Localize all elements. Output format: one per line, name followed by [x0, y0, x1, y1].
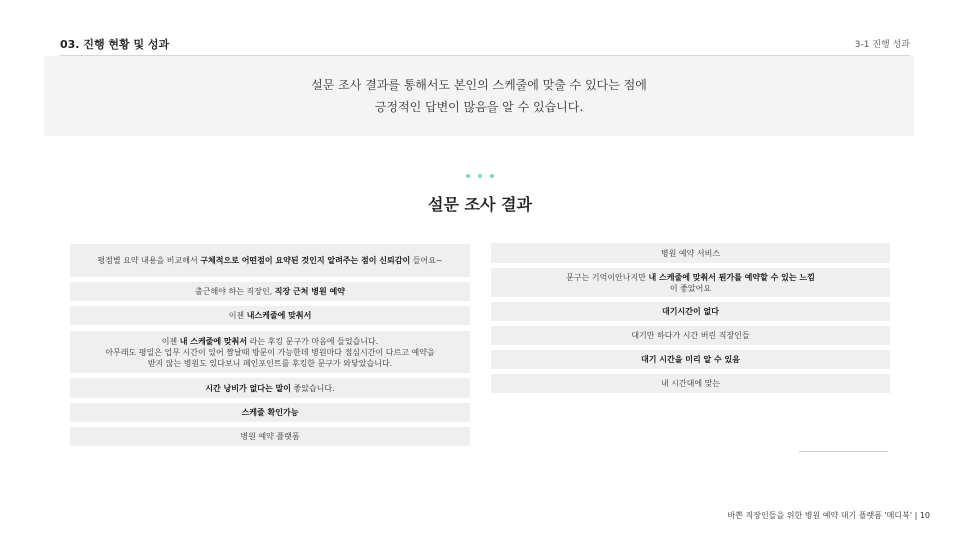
- response-highlight: 스케줄 확인가능: [241, 408, 299, 417]
- summary-box: [44, 56, 914, 136]
- response-item: [70, 331, 470, 373]
- response-highlight: 내 스케줄에 맞춰서 뭔가를 예약할 수 있는 느낌: [648, 272, 815, 282]
- response-item: [70, 427, 470, 446]
- response-highlight: 구체적으로 어떤점이 요약된 것인지 알려주는 점이 신뢰감이: [200, 256, 411, 265]
- response-item: [70, 282, 470, 301]
- response-text: 내 시간대에 맞는: [660, 379, 721, 388]
- dot-icon: [490, 174, 494, 178]
- response-item: [491, 302, 890, 321]
- response-text: 아무래도 평일은 업무 시간이 있어 짬날때 방문이 가능한데 병원마다 점심시간이 다르고 예약을: [105, 347, 435, 357]
- response-highlight: 직장 근처 병원 예약: [274, 287, 345, 296]
- response-text: 출근해야 하는 직장인,: [195, 287, 275, 296]
- footer: 바쁜 직장인들을 위한 병원 예약 대기 플랫폼 '메디북' | 10: [727, 511, 930, 520]
- response-item: [491, 326, 890, 345]
- response-text: 문구는 기억이안나지만: [566, 272, 649, 282]
- response-item: [70, 244, 470, 277]
- response-text: 병원 예약 서비스: [660, 248, 721, 258]
- response-item: [491, 350, 890, 369]
- response-item: [491, 243, 890, 263]
- response-text: 이 좋았어요: [669, 283, 712, 293]
- header: [60, 36, 910, 56]
- response-text: 평점별 요약 내용을 비교해서: [97, 256, 201, 265]
- response-item: [491, 268, 890, 297]
- response-highlight: 내스케줄에 맞춰서: [246, 311, 312, 320]
- left-response-list: [70, 244, 470, 446]
- response-text: 받지 않는 병원도 있다보니 페인포인트를 후킹한 문구가 와닿았습니다.: [147, 358, 393, 368]
- right-response-list: [491, 243, 890, 393]
- section-subtitle: 3-1 진행 성과: [854, 40, 910, 50]
- response-highlight: 대기 시간을 미리 알 수 있음: [641, 355, 740, 364]
- response-text: 이젠: [228, 311, 247, 320]
- response-item: [70, 403, 470, 422]
- response-text: 좋았습니다.: [290, 383, 335, 393]
- response-item: [70, 306, 470, 325]
- response-highlight: 대기시간이 없다: [662, 307, 719, 316]
- summary-line-2: 긍정적인 답변이 많음을 알 수 있습니다.: [374, 100, 584, 114]
- summary-line-1: 설문 조사 결과를 통해서도 본인의 스케줄에 맞출 수 있다는 점에: [311, 78, 647, 92]
- dot-icon: [478, 174, 482, 178]
- response-item: [70, 378, 470, 398]
- decorative-dots: [466, 174, 494, 180]
- dot-icon: [466, 174, 470, 178]
- divider: [799, 451, 888, 452]
- response-text: 병원 예약 플랫폼: [240, 432, 300, 441]
- result-title: 설문 조사 결과: [428, 195, 532, 214]
- response-item: [491, 374, 890, 393]
- response-text: 라는 후킹 문구가 마음에 들었습니다.: [247, 336, 379, 346]
- response-highlight: 내 스케줄에 맞춰서: [179, 336, 248, 346]
- response-text: 대기만 하다가 시간 버린 직장인들: [631, 331, 750, 340]
- response-text: 들어요~: [410, 256, 443, 265]
- response-highlight: 시간 낭비가 없다는 말이: [205, 383, 291, 393]
- section-title: 03. 진행 현황 및 성과: [60, 38, 170, 51]
- response-text: 이젠: [161, 336, 180, 346]
